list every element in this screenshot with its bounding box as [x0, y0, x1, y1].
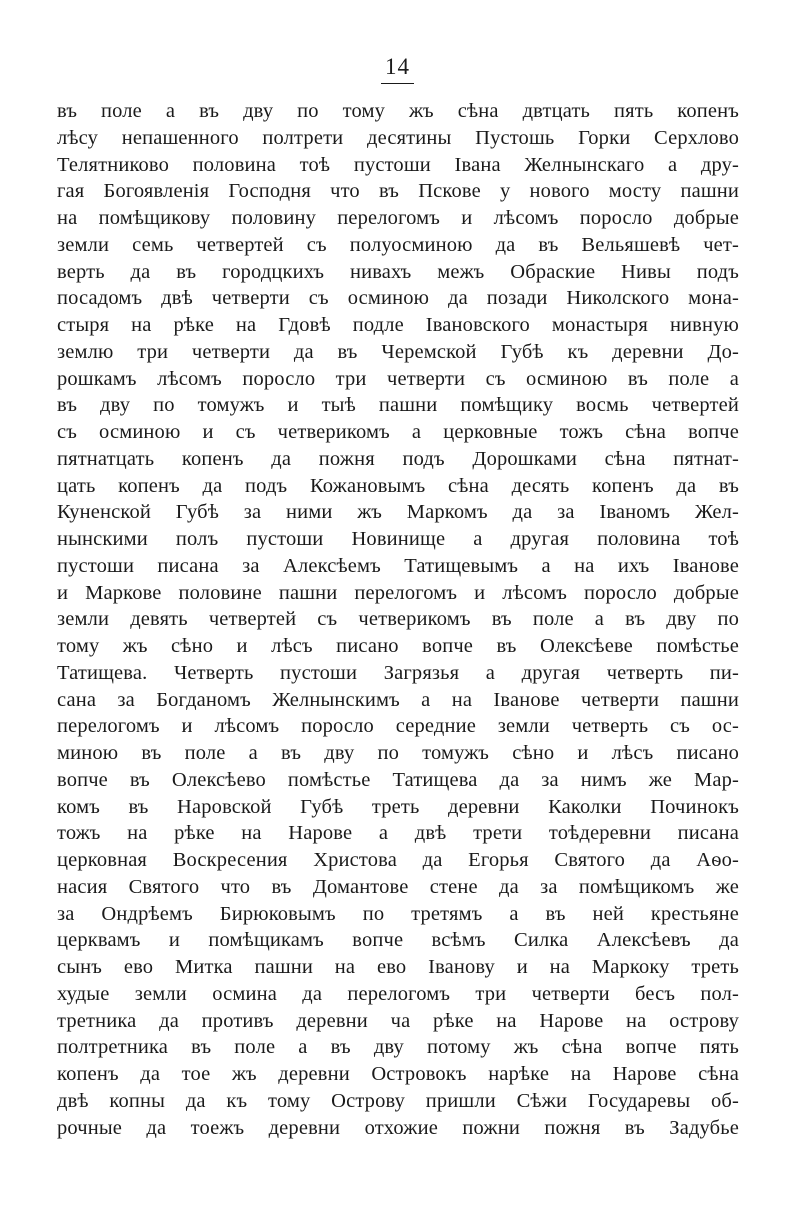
text-line: нынскими полъ пустоши Новинище а другая половина тоѣ — [57, 528, 739, 550]
text-line: сана за Богданомъ Желнынскимъ а на Іванове четверти пашни — [57, 688, 739, 711]
text-line: вопче въ Олексѣево помѣстье Татищева да за нимъ же Мар- — [57, 768, 739, 791]
text-line: тому жъ сѣно и лѣсъ писано вопче въ Олексѣеве помѣстье — [57, 635, 739, 657]
text-line: посадомъ двѣ четверти съ осминою да позади Николского мона- — [57, 287, 739, 310]
text-line: за Ондрѣемъ Бирюковымъ по третямъ а въ ней крестьяне — [57, 902, 739, 925]
text-line: комъ въ Наровской Губѣ треть деревни Каколки Починокъ — [57, 795, 739, 818]
text-line: цать копенъ да подъ Кожановымъ сѣна десять копенъ да въ — [57, 474, 739, 497]
text-line: въ поле а въ дву по тому жъ сѣна двтцать пять копенъ — [57, 100, 739, 122]
text-line: миною въ поле а въ дву по томужъ сѣно и лѣсъ писано — [57, 742, 739, 764]
text-line: третника да противъ деревни ча рѣке на Нарове на острову — [57, 1009, 739, 1032]
text-line: верть да въ городцкихъ нивахъ межъ Обраские Нивы подъ — [57, 260, 739, 283]
text-line: перелогомъ и лѣсомъ поросло середние земли четверть съ ос- — [57, 715, 739, 738]
text-line: Телятниково половина тоѣ пустоши Івана Желнынскаго а дру- — [57, 153, 739, 176]
text-line: церквамъ и помѣщикамъ вопче всѣмъ Силка Алексѣевъ да — [57, 929, 739, 952]
text-line: и Маркове половине пашни перелогомъ и лѣсомъ поросло добрые — [57, 581, 739, 604]
text-line: тожъ на рѣке на Нарове а двѣ трети тоѣдеревни писана — [57, 822, 739, 845]
text-line: насия Святого что въ Домантове стене да за помѣщикомъ же — [57, 875, 739, 898]
text-line: землю три четверти да въ Черемской Губѣ къ деревни До- — [57, 340, 739, 363]
text-line: пятнатцать копенъ да пожня подъ Дорошками сѣна пятнат- — [57, 447, 739, 470]
page-number — [0, 53, 795, 84]
text-line: лѣсу непашенного полтрети десятины Пустошь Горки Серхлово — [57, 126, 739, 149]
text-line: пустоши писана за Алексѣемъ Татищевымъ а на ихъ Іванове — [57, 554, 739, 577]
text-line: Татищева. Четверть пустоши Загрязья а другая четверть пи- — [57, 661, 739, 684]
text-line: рочные да тоежъ деревни отхожие пожни пожня въ Задубье — [57, 1116, 739, 1139]
page-number-text: 14 — [381, 53, 414, 84]
text-line: сынъ ево Митка пашни на ево Іванову и на Маркоку треть — [57, 956, 739, 978]
body-text — [57, 98, 739, 1141]
text-line: церковная Воскресения Христова да Егорья Святого да Аѳо- — [57, 849, 739, 871]
text-line: двѣ копны да къ тому Острову пришли Сѣжи Государевы об- — [57, 1089, 739, 1112]
text-line: гая Богоявленія Господня что въ Пскове у нового мосту пашни — [57, 180, 739, 203]
text-line: земли девять четвертей съ четверикомъ въ поле а въ дву по — [57, 608, 739, 631]
text-line: полтретника въ поле а въ дву потому жъ сѣна вопче пять — [57, 1036, 739, 1059]
text-line: съ осминою и съ четверикомъ а церковные тожъ сѣна вопче — [57, 421, 739, 443]
text-line: земли семь четвертей съ полуосминою да въ Вельяшевѣ чет- — [57, 233, 739, 256]
text-line: въ дву по томужъ и тыѣ пашни помѣщику восмь четвертей — [57, 394, 739, 417]
text-line: худые земли осмина да перелогомъ три четверти бесъ пол- — [57, 982, 739, 1005]
text-line: стыря на рѣке на Гдовѣ подле Івановского монастыря нивную — [57, 314, 739, 336]
text-line: копенъ да тое жъ деревни Островокъ нарѣке на Нарове сѣна — [57, 1063, 739, 1085]
text-line: Куненской Губѣ за ними жъ Маркомъ да за Іваномъ Жел- — [57, 501, 739, 524]
text-line: рошкамъ лѣсомъ поросло три четверти съ осминою въ поле а — [57, 367, 739, 390]
text-line: на помѣщикову половину перелогомъ и лѣсомъ поросло добрые — [57, 207, 739, 229]
